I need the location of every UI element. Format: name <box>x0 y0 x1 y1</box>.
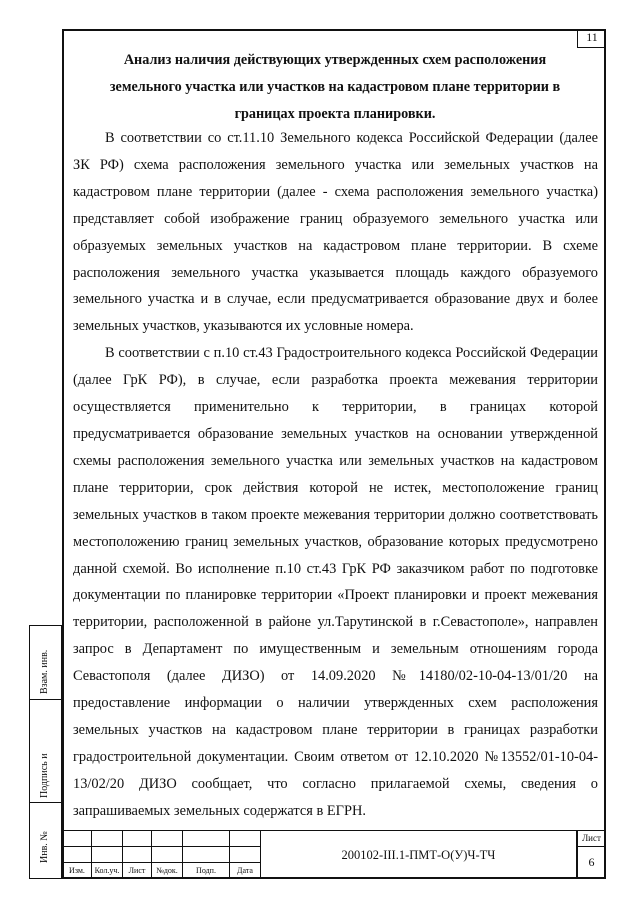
document-code: 200102-III.1-ПМТ-О(У)Ч-ТЧ <box>260 830 577 879</box>
sheet-box <box>577 830 606 879</box>
vzam-inv-cell <box>29 625 62 700</box>
stamp-grid <box>62 830 261 879</box>
podpis-cell <box>29 699 62 803</box>
col-podp: Подп. <box>183 863 230 879</box>
col-list: Лист <box>123 863 152 879</box>
inv-no-cell <box>29 802 62 879</box>
body-text <box>73 125 598 825</box>
paragraph-2: В соответствии с п.10 ст.43 Градостроительного кодекса Российской Федерации (далее ГрК РФ), в случае, если разработка проекта межевания территории осуществляется применительно к территории, в границах которой предусматривается образование земельных участков на основании утвержденной схемы расположения земельного участка или земельных участков на кадастровом плане территории, срок действия которой не истек, местоположение границ земельных участков в таком проекте межевания территории должно соответствовать местоположению границ земельных участков, образование которых предусмотрено данной схемой. Во исполнение п.10 ст.43 ГрК РФ заказчиком работ по подготовке документации по планировке территории «Проект планировки и проект межевания территории, расположенной в районе ул.Тарутинской в г.Севастополе», направлен запрос в Департамент по имущественным и земельным отношениям города Севастополя (далее ДИЗО) от 14.09.2020 №14180/02-10-04-13/01/20 на предоставление информации о наличии утвержденных схем расположения земельных участков на кадастровом плане территории в границах разработки градостроительной документации. Своим ответом от 12.10.2020 №13552/01-10-04-13/02/20 ДИЗО сообщает, что согласно прилагаемой схемы, сведения о запрашиваемых земельных содержатся в ЕГРН. <box>73 345 598 819</box>
corner-page-number: 11 <box>577 29 606 48</box>
podpis-label: Подпись и <box>39 753 50 798</box>
col-data: Дата <box>230 863 261 879</box>
paragraph-1: В соответствии со ст.11.10 Земельного кодекса Российской Федерации (далее ЗК РФ) схема расположения земельного участка или земельных участков на кадастровом плане территории (далее - схема расположения земельного участка) представляет собой изображение границ образуемого земельного участка или образуемых земельных участков на кадастровом плане территории. В схеме расположения земельного участка указывается площадь каждого образуемого земельного участка и в случае, если предусматривается образование двух и более земельных участков, указываются их условные номера. <box>73 130 598 335</box>
col-kol-uch: Кол.уч. <box>92 863 123 879</box>
inv-no-label: Инв. № <box>39 831 50 863</box>
side-approval-strip <box>29 625 62 879</box>
sheet-label: Лист <box>578 831 605 847</box>
col-izm: Изм. <box>63 863 92 879</box>
vzam-inv-label: Взам. инв. <box>39 649 50 694</box>
title-block-stamp <box>62 830 606 879</box>
col-ndok: №док. <box>152 863 183 879</box>
section-title: Анализ наличия действующих утвержденных схем расположения земельного участка или участков на кадастровом плане территории в границах проекта планировки. <box>109 52 561 122</box>
sheet-number: 6 <box>588 855 595 869</box>
